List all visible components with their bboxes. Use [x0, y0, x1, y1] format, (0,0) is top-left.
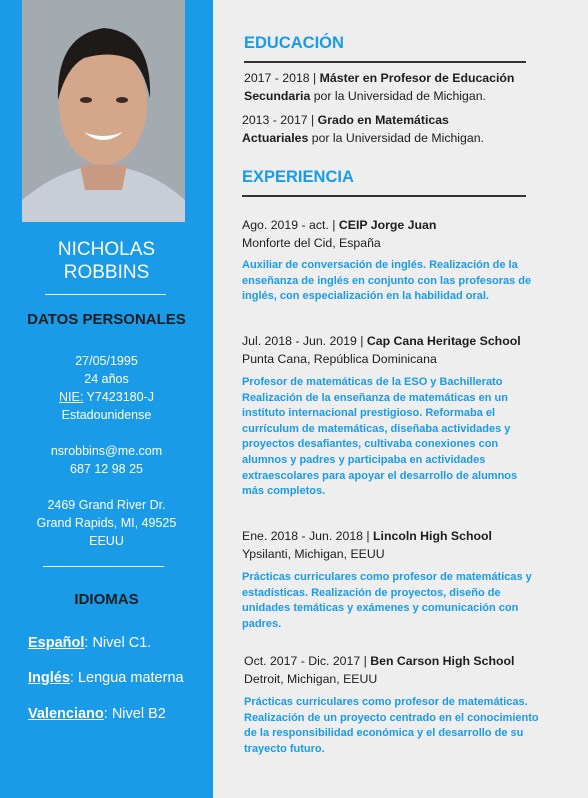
language-item [28, 706, 166, 722]
exp-description [244, 695, 539, 757]
experience-item [242, 527, 492, 563]
desc-line: Realización de la enseñanza de matemáticas en un [242, 391, 508, 404]
desc-line: alumnos y padres y participaba en actividades [242, 453, 486, 466]
exp-description [242, 258, 531, 305]
exp-description [242, 570, 532, 632]
exp-dates: Jul. 2018 - Jun. 2019 | [242, 334, 367, 348]
desc-line: currículum de matemáticas, diseñaba actividades y [242, 422, 511, 435]
language-level: : Nivel C1. [84, 635, 152, 651]
language-item [28, 635, 151, 651]
sidebar [0, 0, 213, 798]
main-content [213, 0, 588, 798]
profile-photo [22, 0, 185, 222]
desc-line: trayecto futuro. [244, 742, 325, 755]
language-item [28, 670, 184, 686]
desc-line: Prácticas curriculares como profesor de matemáticas. [244, 696, 528, 708]
edu-degree: Grado en Matemáticas [317, 113, 449, 127]
portrait-image [22, 0, 185, 222]
address-country: EEUU [89, 534, 124, 548]
divider [45, 294, 166, 295]
birthdate: 27/05/1995 [75, 354, 138, 368]
desc-line: Profesor de matemáticas de la ESO y Bachillerato [242, 376, 503, 388]
desc-line: más completos. [242, 485, 326, 498]
divider [43, 566, 164, 567]
education-rule [244, 61, 526, 63]
desc-line: de la responsibilidad económica y el desarrollo de su [244, 727, 524, 740]
desc-line: proyectos desafiantes, cultivaba conexiones con [242, 438, 499, 451]
name-last: ROBBINS [63, 262, 150, 283]
exp-dates: Ene. 2018 - Jun. 2018 | [242, 529, 374, 543]
exp-employer: CEIP Jorge Juan [338, 218, 437, 232]
nie-label: NIE: [59, 390, 84, 404]
language-level: : Nivel B2 [103, 706, 166, 722]
address-city: Grand Rapids, MI, 49525 [36, 516, 177, 530]
exp-employer: Cap Cana Heritage School [366, 334, 521, 348]
experience-item [242, 332, 521, 368]
personal-data-heading: DATOS PERSONALES [27, 311, 186, 328]
education-item [244, 69, 514, 105]
phone: 687 12 98 25 [70, 462, 143, 476]
desc-line: inglés, con especialización en la habilidad oral. [242, 290, 489, 303]
candidate-name [0, 238, 213, 284]
exp-dates: Oct. 2017 - Dic. 2017 | [244, 654, 371, 668]
nie-value: Y7423180-J [83, 390, 154, 404]
email[interactable]: nsrobbins@me.com [50, 444, 163, 458]
nationality: Estadounidense [61, 408, 152, 422]
exp-location: Punta Cana, República Dominicana [242, 352, 437, 366]
language-level: : Lengua materna [69, 670, 184, 686]
exp-location: Monforte del Cid, España [242, 236, 381, 250]
edu-institution: por la Universidad de Michigan. [308, 131, 484, 145]
desc-line: Prácticas curriculares como profesor de matemáticas y [242, 571, 532, 583]
edu-degree: Máster en Profesor de Educación [319, 71, 515, 85]
desc-line: padres. [242, 617, 282, 630]
exp-location: Detroit, Michigan, EEUU [244, 672, 378, 686]
nie-line [0, 388, 213, 406]
education-item [242, 111, 484, 147]
exp-employer: Lincoln High School [373, 529, 492, 543]
desc-line: unidades temáticas y exámenes y comunicación con [242, 602, 519, 615]
edu-years: 2017 - 2018 | [244, 71, 320, 85]
experience-item [244, 652, 514, 688]
exp-dates: Ago. 2019 - act. | [242, 218, 339, 232]
language-name: Valenciano [28, 706, 104, 722]
exp-employer: Ben Carson High School [370, 654, 515, 668]
address-street: 2469 Grand River Dr. [47, 498, 166, 512]
experience-item [242, 216, 436, 252]
age: 24 años [84, 372, 129, 386]
language-name: Inglés [28, 670, 70, 686]
edu-degree-cont: Secundaria [244, 89, 311, 103]
desc-line: estadísticas. Realización de proyectos, diseño de [242, 586, 501, 599]
experience-rule [242, 195, 526, 197]
edu-institution: por la Universidad de Michigan. [310, 89, 486, 103]
language-name: Español [28, 635, 85, 651]
exp-location: Ypsilanti, Michigan, EEUU [242, 547, 385, 561]
desc-line: instituto internacional prestigioso. Reformaba el [242, 407, 496, 420]
education-heading: EDUCACIÓN [244, 34, 344, 52]
desc-line: extraescolares para apoyar el desarrollo de alumnos [242, 469, 518, 482]
name-first: NICHOLAS [57, 239, 156, 260]
experience-heading: EXPERIENCIA [242, 168, 354, 186]
edu-degree-cont: Actuariales [242, 131, 309, 145]
desc-line: Realización de un proyecto centrado en el conocimiento [244, 711, 539, 724]
desc-line: enseñanza de inglés en conjunto con las profesoras de [242, 274, 532, 287]
languages-heading: IDIOMAS [74, 591, 139, 608]
edu-years: 2013 - 2017 | [242, 113, 318, 127]
exp-description [242, 375, 517, 500]
desc-line: Auxiliar de conversación de inglés. Realización de la [242, 259, 518, 271]
